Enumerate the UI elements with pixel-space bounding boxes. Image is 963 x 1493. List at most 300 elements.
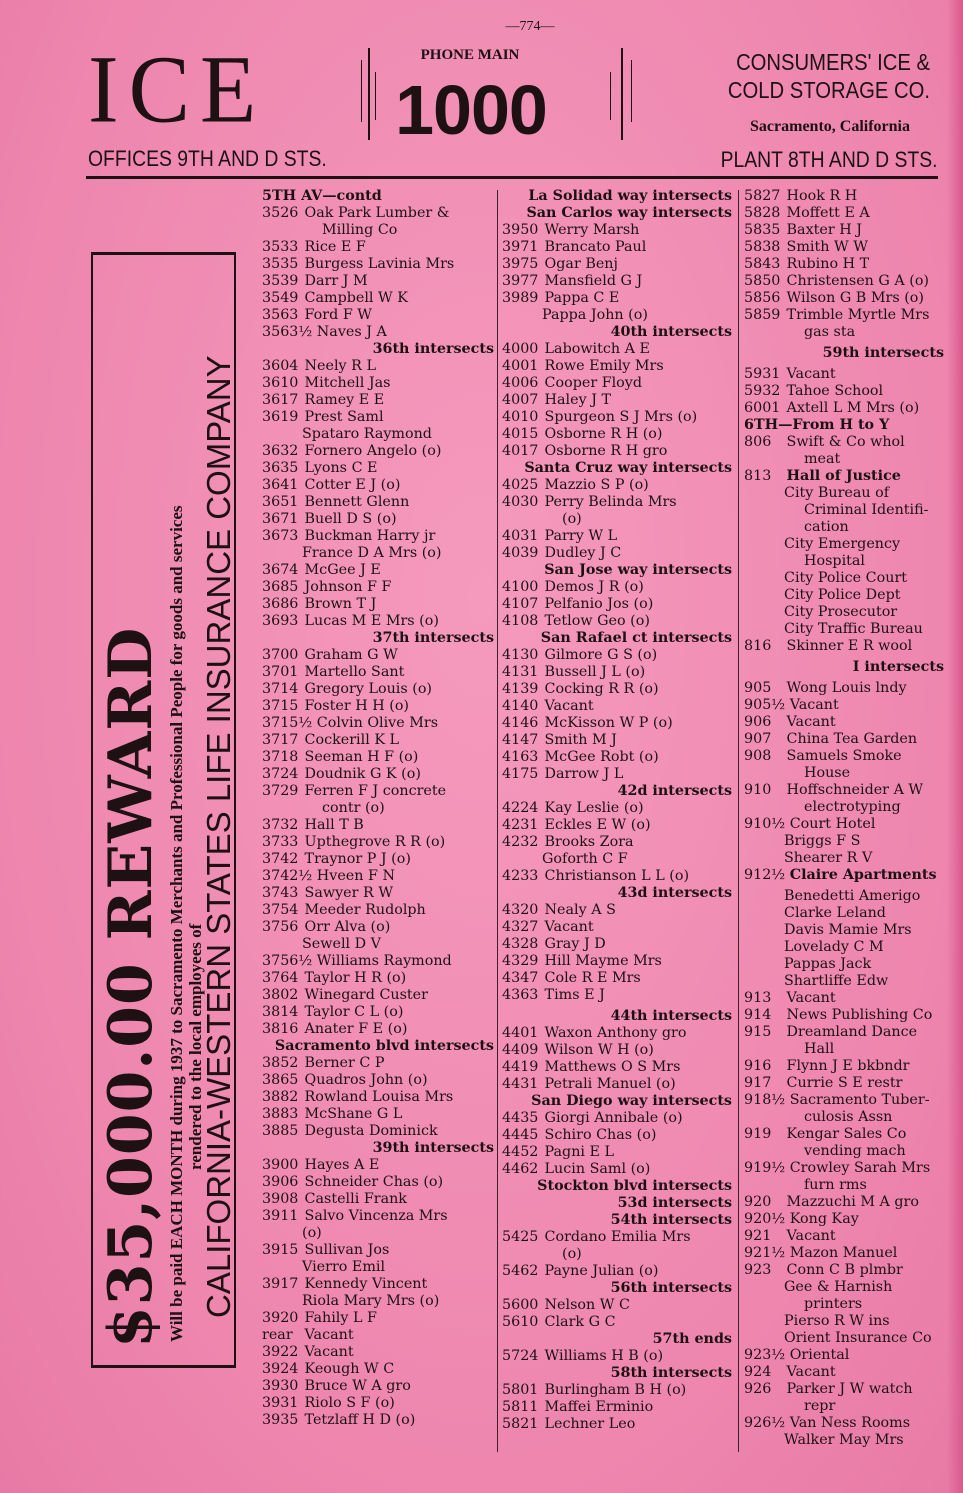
resident-name: Flynn J E bkbndr <box>786 1058 910 1074</box>
listing-row <box>744 1160 944 1177</box>
listing-row <box>744 680 944 697</box>
header-divider <box>631 60 632 122</box>
house-number: 3563 <box>262 307 299 323</box>
house-number: 3756½ <box>262 953 313 969</box>
listing-continuation: furn rms <box>804 1177 867 1193</box>
listing-row <box>262 511 494 528</box>
intersection-heading: 56th intersects <box>610 1280 732 1296</box>
house-number: 919½ <box>744 1160 786 1176</box>
house-number: 4107 <box>502 596 539 612</box>
listing-continuation: Davis Mamie Mrs <box>784 922 912 938</box>
house-number: 4039 <box>502 545 539 561</box>
house-number: 4327 <box>502 919 539 935</box>
house-number: 3814 <box>262 1004 299 1020</box>
resident-name: Sawyer R W <box>304 885 394 901</box>
listing-continuation: Pappa John (o) <box>542 307 648 323</box>
resident-name: Brooks Zora <box>544 834 634 850</box>
listing-row <box>744 1211 944 1228</box>
house-number: 4231 <box>502 817 539 833</box>
listing-row <box>502 1348 732 1365</box>
resident-name: Cordano Emilia Mrs <box>544 1229 691 1245</box>
house-number: 3671 <box>262 511 299 527</box>
listing-row <box>262 834 494 851</box>
listing-row <box>262 698 494 715</box>
listing-row <box>262 919 494 936</box>
house-number: 3701 <box>262 664 299 680</box>
house-number: 5462 <box>502 1263 539 1279</box>
listing-continuation: Lovelady C M <box>784 939 884 955</box>
listing-row <box>502 1382 732 1399</box>
resident-name: Samuels Smoke <box>786 748 902 764</box>
resident-name: Hall of Justice <box>786 468 901 484</box>
listing-row <box>502 426 732 443</box>
resident-name: Vacant <box>786 1364 836 1380</box>
listing-row <box>502 647 732 664</box>
house-number: 4017 <box>502 443 539 459</box>
resident-name: Clark G C <box>544 1314 616 1330</box>
house-number: 4130 <box>502 647 539 663</box>
intersection-heading: 44th intersects <box>610 1008 732 1024</box>
resident-name: Trimble Myrtle Mrs <box>786 307 930 323</box>
house-number: 3686 <box>262 596 299 612</box>
resident-name: Wilson G B Mrs (o) <box>786 290 924 306</box>
listing-continuation: City Emergency <box>784 536 901 552</box>
resident-name: Buell D S (o) <box>304 511 397 527</box>
resident-name: Currie S E restr <box>786 1075 903 1091</box>
listing-continuation: repr <box>804 1398 836 1414</box>
resident-name: Ferren F J concrete <box>304 783 447 799</box>
listing-row <box>262 783 494 800</box>
listing-row <box>502 1399 732 1416</box>
resident-name: Lyons C E <box>304 460 378 476</box>
listing-row <box>744 1194 944 1211</box>
listing-row <box>744 222 944 239</box>
listing-row <box>262 409 494 426</box>
intersection-heading: 43d intersects <box>617 885 732 901</box>
resident-name: Lucas M E Mrs (o) <box>304 613 439 629</box>
resident-name: Demos J R (o) <box>544 579 644 595</box>
house-number: 5600 <box>502 1297 539 1313</box>
resident-name: Tims E J <box>544 987 605 1003</box>
resident-name: Lucin Saml (o) <box>544 1161 651 1177</box>
house-number: 3651 <box>262 494 299 510</box>
house-number: 5724 <box>502 1348 539 1364</box>
intersection-heading: 40th intersects <box>610 324 732 340</box>
resident-name: Court Hotel <box>789 816 876 832</box>
resident-name: Payne Julian (o) <box>544 1263 659 1279</box>
resident-name: Mazzuchi M A gro <box>786 1194 919 1210</box>
resident-name: Axtell L M Mrs (o) <box>786 400 920 416</box>
intersection-heading: 57th ends <box>652 1331 732 1347</box>
listing-row <box>262 766 494 783</box>
intersection-heading: San Carlos way intersects <box>526 205 732 221</box>
company-city: Sacramento, California <box>750 118 910 135</box>
listing-continuation: meat <box>804 451 841 467</box>
intersection-heading: 59th intersects <box>822 345 944 361</box>
resident-name: Hayes A E <box>304 1157 380 1173</box>
listing-row <box>502 239 732 256</box>
intersection-heading: Sacramento blvd intersects <box>274 1038 494 1054</box>
listing-row <box>262 749 494 766</box>
listing-continuation: Clarke Leland <box>784 905 886 921</box>
resident-name: Cockerill K L <box>304 732 400 748</box>
listing-row <box>262 1327 494 1344</box>
resident-name: Vacant <box>789 697 839 713</box>
resident-name: Gregory Louis (o) <box>304 681 433 697</box>
house-number: 5850 <box>744 273 781 289</box>
house-number: 3715½ <box>262 715 313 731</box>
house-number: 3632 <box>262 443 299 459</box>
listing-row <box>262 1361 494 1378</box>
house-number: 906 <box>744 714 772 730</box>
house-number: 3935 <box>262 1412 299 1428</box>
listing-continuation: cation <box>804 519 849 535</box>
intersection-heading: 58th intersects <box>610 1365 732 1381</box>
house-number: 3906 <box>262 1174 299 1190</box>
resident-name: Mitchell Jas <box>304 375 391 391</box>
listing-continuation: (o) <box>302 1225 322 1241</box>
house-number: 3865 <box>262 1072 299 1088</box>
listing-row <box>502 698 732 715</box>
house-number: 4000 <box>502 341 539 357</box>
house-number: 3756 <box>262 919 299 935</box>
house-number: 4435 <box>502 1110 539 1126</box>
house-number: 5801 <box>502 1382 539 1398</box>
listing-row <box>262 1242 494 1259</box>
resident-name: China Tea Garden <box>786 731 918 747</box>
listing-row <box>502 409 732 426</box>
house-number: 3931 <box>262 1395 299 1411</box>
phone-number: 1000 <box>395 71 547 149</box>
house-number: 3619 <box>262 409 299 425</box>
listing-row <box>262 970 494 987</box>
listing-row <box>502 800 732 817</box>
house-number: 4347 <box>502 970 539 986</box>
resident-name: Anater F E (o) <box>304 1021 408 1037</box>
listing-continuation: printers <box>804 1296 863 1312</box>
house-number: 917 <box>744 1075 772 1091</box>
house-number: 5932 <box>744 383 781 399</box>
resident-name: Winegard Custer <box>304 987 428 1003</box>
resident-name: Seeman H F (o) <box>304 749 419 765</box>
house-number: 3920 <box>262 1310 299 1326</box>
resident-name: Colvin Olive Mrs <box>316 715 439 731</box>
house-number: 910 <box>744 782 772 798</box>
listing-continuation: City Police Dept <box>784 587 901 603</box>
intersection-heading: I intersects <box>852 659 944 675</box>
listing-row <box>502 579 732 596</box>
house-number: 5425 <box>502 1229 539 1245</box>
resident-name: Eckles E W (o) <box>544 817 651 833</box>
house-number: 4329 <box>502 953 539 969</box>
resident-name: Taylor C L (o) <box>304 1004 404 1020</box>
house-number: 4233 <box>502 868 539 884</box>
ad-text-emphasis: EACH MONTH <box>166 1129 186 1250</box>
house-number: 923½ <box>744 1347 786 1363</box>
listing-row <box>744 867 944 884</box>
listing-row <box>744 1092 944 1109</box>
house-number: 3908 <box>262 1191 299 1207</box>
resident-name: Bruce W A gro <box>304 1378 411 1394</box>
resident-name: Castelli Frank <box>304 1191 407 1207</box>
house-number: 3852 <box>262 1055 299 1071</box>
house-number: 4007 <box>502 392 539 408</box>
intersection-heading: 42d intersects <box>617 783 732 799</box>
listing-row <box>262 987 494 1004</box>
listing-row <box>262 902 494 919</box>
resident-name: Berner C P <box>304 1055 385 1071</box>
listing-row <box>502 1076 732 1093</box>
house-number: 3883 <box>262 1106 299 1122</box>
listing-row <box>744 731 944 748</box>
resident-name: McGee Robt (o) <box>544 749 659 765</box>
listing-row <box>502 1161 732 1178</box>
ad-text-post: during 1937 to Sacramento Merchants and Professional People for goods and services <box>166 505 186 1130</box>
resident-name: Prest Saml <box>304 409 384 425</box>
header-rule <box>86 176 938 179</box>
listing-row <box>744 1415 944 1432</box>
listing-row <box>744 400 944 417</box>
house-number: 4431 <box>502 1076 539 1092</box>
house-number: 3685 <box>262 579 299 595</box>
house-number: 3922 <box>262 1344 299 1360</box>
listing-row <box>262 494 494 511</box>
resident-name: Smith M J <box>544 732 617 748</box>
house-number: 912½ <box>744 867 786 883</box>
resident-name: Dreamland Dance <box>786 1024 918 1040</box>
resident-name: Vacant <box>786 714 836 730</box>
header-divider <box>375 72 376 120</box>
house-number: 914 <box>744 1007 772 1023</box>
listing-continuation: Goforth C F <box>542 851 628 867</box>
listing-row <box>502 477 732 494</box>
resident-name: Cotter E J (o) <box>304 477 401 493</box>
listing-row <box>502 545 732 562</box>
house-number: 3724 <box>262 766 299 782</box>
resident-name: Keough W C <box>304 1361 395 1377</box>
listing-row <box>502 358 732 375</box>
resident-name: Cooper Floyd <box>544 375 643 391</box>
house-number: 5835 <box>744 222 781 238</box>
intersection-heading: Santa Cruz way intersects <box>524 460 732 476</box>
listing-row <box>744 1262 944 1279</box>
resident-name: Hoffschneider A W <box>786 782 924 798</box>
listing-continuation: Orient Insurance Co <box>784 1330 932 1346</box>
listing-row <box>502 1042 732 1059</box>
listing-row <box>262 613 494 630</box>
house-number: 3526 <box>262 205 299 221</box>
resident-name: Werry Marsh <box>544 222 640 238</box>
listing-row <box>502 1416 732 1433</box>
house-number: 4409 <box>502 1042 539 1058</box>
listing-row <box>262 273 494 290</box>
resident-name: Skinner E R wool <box>786 638 913 654</box>
resident-name: Vacant <box>544 919 594 935</box>
resident-name: Oriental <box>789 1347 850 1363</box>
house-number: 6001 <box>744 400 781 416</box>
house-number: 3917 <box>262 1276 299 1292</box>
house-number: 3816 <box>262 1021 299 1037</box>
house-number: 907 <box>744 731 772 747</box>
resident-name: Williams Raymond <box>316 953 452 969</box>
ad-amount: $35,000.00 REWARD <box>95 626 166 1348</box>
intersection-heading: 36th intersects <box>372 341 494 357</box>
listing-row <box>262 1191 494 1208</box>
house-number: 3641 <box>262 477 299 493</box>
resident-name: Vacant <box>786 990 836 1006</box>
house-number: 920½ <box>744 1211 786 1227</box>
listing-row <box>502 936 732 953</box>
listing-row <box>262 375 494 392</box>
reward-advertisement-lower <box>91 252 236 1368</box>
resident-name: Meeder Rudolph <box>304 902 426 918</box>
house-number: 3635 <box>262 460 299 476</box>
resident-name: Pagni E L <box>544 1144 614 1160</box>
listing-row <box>502 596 732 613</box>
house-number: rear <box>262 1327 293 1343</box>
resident-name: Williams H B (o) <box>544 1348 664 1364</box>
house-number: 4006 <box>502 375 539 391</box>
resident-name: Sacramento Tuber- <box>789 1092 930 1108</box>
listing-row <box>502 341 732 358</box>
house-number: 4363 <box>502 987 539 1003</box>
listing-row <box>262 817 494 834</box>
resident-name: Giorgi Annibale (o) <box>544 1110 683 1126</box>
listing-row <box>502 1229 732 1246</box>
house-number: 913 <box>744 990 772 1006</box>
listing-row <box>744 205 944 222</box>
listing-row <box>262 647 494 664</box>
listing-row <box>262 239 494 256</box>
listing-continuation: France D A Mrs (o) <box>302 545 442 561</box>
listing-row <box>262 953 494 970</box>
resident-name: Van Ness Rooms <box>789 1415 911 1431</box>
resident-name: Ford F W <box>304 307 372 323</box>
listing-row <box>502 868 732 885</box>
listing-continuation: Shearer R V <box>784 850 873 866</box>
ad-text-line-2: rendered to the local employees of <box>185 923 205 1170</box>
house-number: 4419 <box>502 1059 539 1075</box>
listing-row <box>262 358 494 375</box>
listing-row <box>502 494 732 511</box>
house-number: 4030 <box>502 494 539 510</box>
house-number: 918½ <box>744 1092 786 1108</box>
resident-name: Lechner Leo <box>544 1416 636 1432</box>
listing-row <box>744 273 944 290</box>
listing-row <box>262 392 494 409</box>
offices-address: OFFICES 9TH AND D STS. <box>88 146 327 171</box>
house-number: 3930 <box>262 1378 299 1394</box>
resident-name: Nealy A S <box>544 902 616 918</box>
house-number: 3714 <box>262 681 299 697</box>
resident-name: Johnson F F <box>304 579 392 595</box>
header-divider <box>610 72 611 120</box>
resident-name: Cole R E Mrs <box>544 970 641 986</box>
listing-row <box>502 919 732 936</box>
house-number: 816 <box>744 638 772 654</box>
listing-row <box>262 885 494 902</box>
house-number: 3673 <box>262 528 299 544</box>
resident-name: Brancato Paul <box>544 239 647 255</box>
company-line-1: CONSUMERS' ICE & <box>736 49 930 75</box>
resident-name: Schneider Chas (o) <box>304 1174 444 1190</box>
house-number: 920 <box>744 1194 772 1210</box>
listing-row <box>262 868 494 885</box>
ad-rotated-content-lower <box>94 260 237 1360</box>
header-divider <box>621 48 623 140</box>
intersection-heading: Stockton blvd intersects <box>537 1178 732 1194</box>
resident-name: Buckman Harry jr <box>304 528 436 544</box>
listing-continuation: (o) <box>562 1246 582 1262</box>
resident-name: Vacant <box>544 698 594 714</box>
listing-continuation: City Prosecutor <box>784 604 898 620</box>
listing-row <box>262 1123 494 1140</box>
house-number: 4139 <box>502 681 539 697</box>
resident-name: Waxon Anthony gro <box>544 1025 687 1041</box>
house-number: 4100 <box>502 579 539 595</box>
listing-row <box>744 1126 944 1143</box>
resident-name: Vacant <box>786 366 836 382</box>
listing-row <box>262 579 494 596</box>
resident-name: Mazon Manuel <box>789 1245 898 1261</box>
house-number: 3882 <box>262 1089 299 1105</box>
resident-name: Fahily L F <box>304 1310 377 1326</box>
listing-row <box>502 290 732 307</box>
resident-name: Moffett E A <box>786 205 870 221</box>
house-number: 3610 <box>262 375 299 391</box>
resident-name: Hill Mayme Mrs <box>544 953 662 969</box>
listing-continuation: Pappas Jack <box>784 956 872 972</box>
listing-continuation: City Police Court <box>784 570 908 586</box>
listing-row <box>744 1381 944 1398</box>
house-number: 5811 <box>502 1399 539 1415</box>
house-number: 3700 <box>262 647 299 663</box>
listing-row <box>744 290 944 307</box>
house-number: 3717 <box>262 732 299 748</box>
house-number: 3742 <box>262 851 299 867</box>
listing-row <box>262 307 494 324</box>
resident-name: Christianson L L (o) <box>544 868 690 884</box>
resident-name: Mazzio S P (o) <box>544 477 649 493</box>
house-number: 4320 <box>502 902 539 918</box>
house-number: 5838 <box>744 239 781 255</box>
house-number: 3733 <box>262 834 299 850</box>
listing-continuation: gas sta <box>804 324 856 340</box>
listing-row <box>262 1089 494 1106</box>
resident-name: McGee J E <box>304 562 381 578</box>
intersection-heading: La Solidad way intersects <box>528 188 732 204</box>
listing-row <box>262 477 494 494</box>
resident-name: Kong Kay <box>789 1211 859 1227</box>
listing-row <box>502 392 732 409</box>
listing-row <box>502 1059 732 1076</box>
listing-row <box>744 1347 944 1364</box>
resident-name: Tetlow Geo (o) <box>544 613 650 629</box>
house-number: 3950 <box>502 222 539 238</box>
listing-continuation: Briggs F S <box>784 833 861 849</box>
resident-name: Brown T J <box>304 596 377 612</box>
resident-name: Christensen G A (o) <box>786 273 929 289</box>
house-number: 3742½ <box>262 868 313 884</box>
listing-row <box>262 1021 494 1038</box>
intersection-heading: 54th intersects <box>610 1212 732 1228</box>
house-number: 926 <box>744 1381 772 1397</box>
listing-row <box>262 324 494 341</box>
listing-continuation: City Bureau of <box>784 485 890 501</box>
resident-name: Darr J M <box>304 273 368 289</box>
ad-company: CALIFORNIA-WESTERN STATES LIFE INSURANCE COMPANY <box>199 355 237 1318</box>
listing-row <box>502 443 732 460</box>
